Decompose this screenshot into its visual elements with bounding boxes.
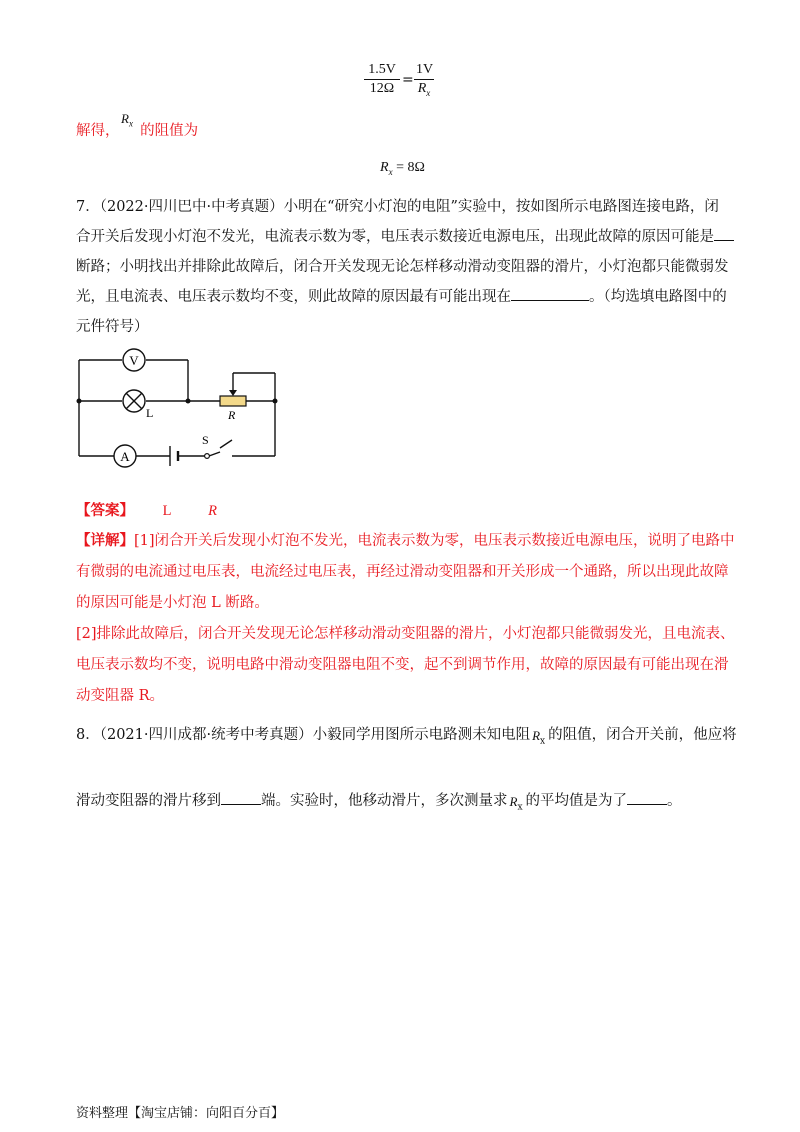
rx-symbol: $R_x$ [121,111,133,129]
junction-dot [186,399,191,404]
circuit-diagram [70,340,290,475]
answer-2: R [208,503,217,519]
explain-line-2: 有微弱的电流通过电压表，电流经过电压表，再经过滑动变阻器和开关形成一个通路，所以出现此故障 [76,564,729,580]
fraction-bar [364,79,400,80]
answer-blank-3 [221,792,261,805]
explain-line-6: 动变阻器 R。 [76,688,165,704]
q7-line-2: 合开关后发现小灯泡不发光，电流表示数为零，电压表示数接近电源电压，出现此故障的原因可能是 [76,226,730,248]
q7-line-3: 断路；小明找出并排除此故障后，闭合开关发现无论怎样移动滑动变阻器的滑片，小灯泡都只能微弱发 [76,259,729,275]
rx-symbol: $R_x$ [532,728,546,747]
q7-line-5: 元件符号） [76,319,149,335]
solve-line [76,111,199,142]
fraction-left-numerator: 1.5V [368,62,396,77]
explain-line-4: [2]排除此故障后，闭合开关发现无论怎样移动滑动变阻器的滑片，小灯泡都只能微弱发光，且电流表、 [76,626,735,642]
q7-line-4: 光，且电流表、电压表示数均不变，则此故障的原因最有可能出现在 。（均选填电路图中的 [76,289,727,305]
switch-icon [205,454,210,459]
answer-line [76,500,217,522]
q8-line-2: 滑动变阻器的滑片移到 端。实验时，他移动滑片，多次测量求 $R_x$ 的平均值是为了 。 [76,790,730,812]
equals-sign: = [402,72,414,88]
solve-prefix: 解得， [76,123,120,139]
solve-suffix: 的阻值为 [140,123,199,139]
explain-line-3: 的原因可能是小灯泡 L 断路。 [76,595,269,611]
explain-tag: 【详解】 [76,532,134,549]
result-equation: $R_x = 8\Omega$ [380,160,425,177]
fraction-right [414,62,434,98]
fraction-right-denominator: $R_x$ [417,81,431,98]
lamp-label: L [146,406,154,420]
q8-line-1: 8．（2021·四川成都·统考中考真题）小毅同学用图所示电路测未知电阻 $R_x$ 的阻值，闭合开关前，他应将 [76,724,730,746]
junction-dot [273,399,278,404]
ammeter-label: A [120,449,130,464]
footer-source: 资料整理【淘宝店铺：向阳百分百】 [76,1106,285,1121]
rheostat-icon [220,396,246,406]
answer-tag: 【答案】 [76,502,134,519]
junction-dot [77,399,82,404]
rheostat-label: R [228,408,236,422]
answer-blank-2 [511,288,589,301]
voltmeter-label: V [129,353,139,368]
fraction-left-denominator: 12Ω [369,81,395,96]
answer-blank-1 [714,228,734,241]
rx-symbol: $R_x$ [509,794,523,813]
switch-label: S [202,433,209,447]
fraction-left [364,62,400,97]
answer-1: L [162,503,172,519]
explain-line-1: 【详解】[1]闭合开关后发现小灯泡不发光，电流表示数为零，电压表示数接近电源电压，说明了电路中 [76,532,735,549]
slider-arrow-icon [229,390,237,396]
fraction-bar [414,79,434,80]
q7-line-1: 7．（2022·四川巴中·中考真题）小明在“研究小灯泡的电阻”实验中，按如图所示电路图连接电路，闭 [76,199,719,215]
explain-line-5: 电压表示数均不变，说明电路中滑动变阻器电阻不变，起不到调节作用，故障的原因最有可能出现在滑 [76,657,729,673]
answer-blank-4 [627,792,667,805]
fraction-right-numerator: 1V [416,62,434,77]
